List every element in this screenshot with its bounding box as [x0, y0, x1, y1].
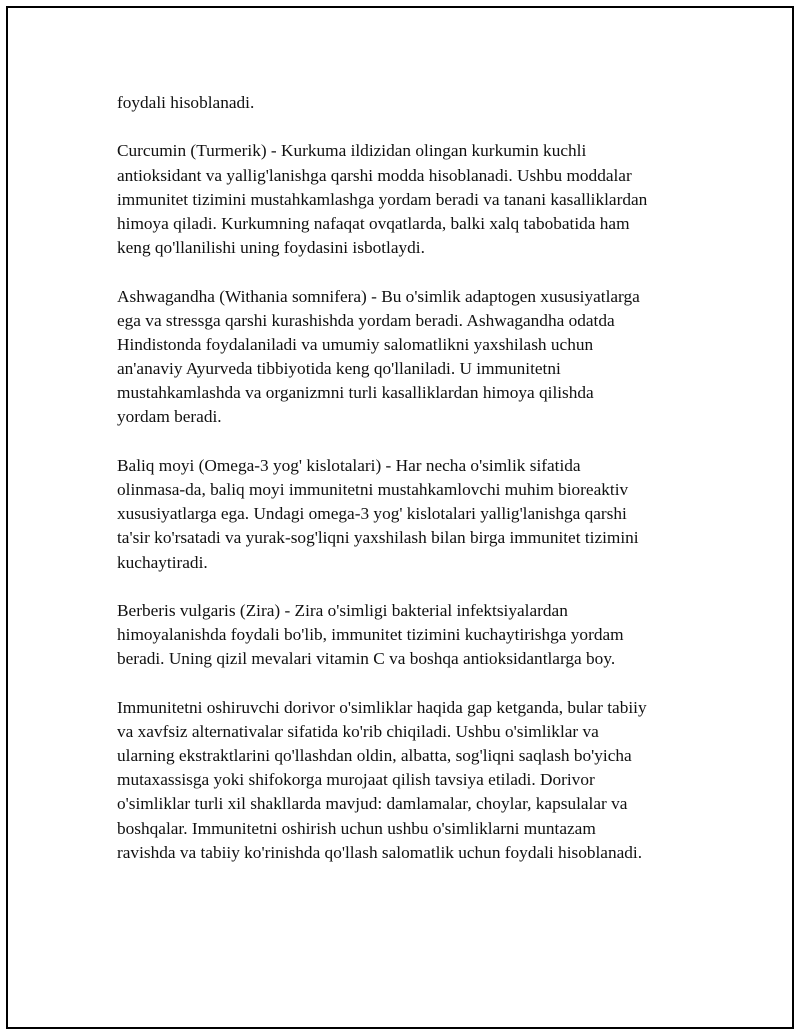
- text-line: Baliq moyi (Omega-3 yog' kislotalari) - Har necha o'simlik sifatida: [117, 455, 581, 475]
- paragraph: [117, 91, 687, 115]
- text-line: Curcumin (Turmerik) - Kurkuma ildizidan olingan kurkumin kuchli: [117, 141, 587, 161]
- text-line: himoya qiladi. Kurkumning nafaqat ovqatlarda, balki xalq tabobatida ham: [117, 213, 630, 233]
- text-line: yordam beradi.: [117, 407, 222, 427]
- text-line: Berberis vulgaris (Zira) - Zira o'simligi bakterial infektsiyalardan: [117, 600, 568, 620]
- paragraph: [117, 454, 687, 575]
- text-line: mutaxassisga yoki shifokorga murojaat qilish tavsiya etiladi. Dorivor: [117, 770, 595, 790]
- text-line: immunitet tizimini mustahkamlashga yordam beradi va tanani kasalliklardan: [117, 189, 648, 209]
- text-line: o'simliklar turli xil shakllarda mavjud: damlamalar, choylar, kapsulalar va: [117, 794, 628, 814]
- text-line: keng qo'llanilishi uning foydasini isbotlaydi.: [117, 238, 425, 258]
- text-line: ta'sir ko'rsatadi va yurak-sog'liqni yaxshilash bilan birga immunitet tizimini: [117, 528, 639, 548]
- paragraph: [117, 139, 687, 260]
- text-line: mustahkamlashda va organizmni turli kasalliklardan himoya qilishda: [117, 383, 594, 403]
- text-line: ravishda va tabiiy ko'rinishda qo'llash salomatlik uchun foydali hisoblanadi.: [117, 842, 643, 862]
- text-line: foydali hisoblanadi.: [117, 93, 255, 112]
- text-line: Ashwagandha (Withania somnifera) - Bu o'simlik adaptogen xususiyatlarga: [117, 286, 640, 306]
- paragraph: [117, 599, 687, 672]
- document-body: [117, 91, 687, 889]
- text-line: Hindistonda foydalaniladi va umumiy salomatlikni yaxshilash uchun: [117, 334, 594, 354]
- text-line: beradi. Uning qizil mevalari vitamin C va boshqa antioksidantlarga boy.: [117, 649, 616, 669]
- text-line: himoyalanishda foydali bo'lib, immunitet tizimini kuchaytirishga yordam: [117, 625, 624, 645]
- text-line: an'anaviy Ayurveda tibbiyotida keng qo'llaniladi. U immunitetni: [117, 359, 561, 379]
- text-line: va xavfsiz alternativalar sifatida ko'rib chiqiladi. Ushbu o'simliklar va: [117, 721, 599, 741]
- text-line: Immunitetni oshiruvchi dorivor o'simliklar haqida gap ketganda, bular tabiiy: [117, 697, 647, 717]
- text-line: antioksidant va yallig'lanishga qarshi modda hisoblanadi. Ushbu moddalar: [117, 165, 632, 185]
- paragraph: [117, 696, 687, 865]
- text-line: xususiyatlarga ega. Undagi omega-3 yog' kislotalari yallig'lanishga qarshi: [117, 504, 627, 524]
- paragraph: [117, 285, 687, 430]
- text-line: ularning ekstraktlarini qo'llashdan oldin, albatta, sog'liqni saqlash bo'yicha: [117, 746, 632, 766]
- text-line: ega va stressga qarshi kurashishda yordam beradi. Ashwagandha odatda: [117, 310, 615, 330]
- text-line: olinmasa-da, baliq moyi immunitetni mustahkamlovchi muhim bioreaktiv: [117, 480, 629, 499]
- text-line: kuchaytiradi.: [117, 552, 208, 572]
- text-line: boshqalar. Immunitetni oshirish uchun ushbu o'simliklarni muntazam: [117, 818, 596, 838]
